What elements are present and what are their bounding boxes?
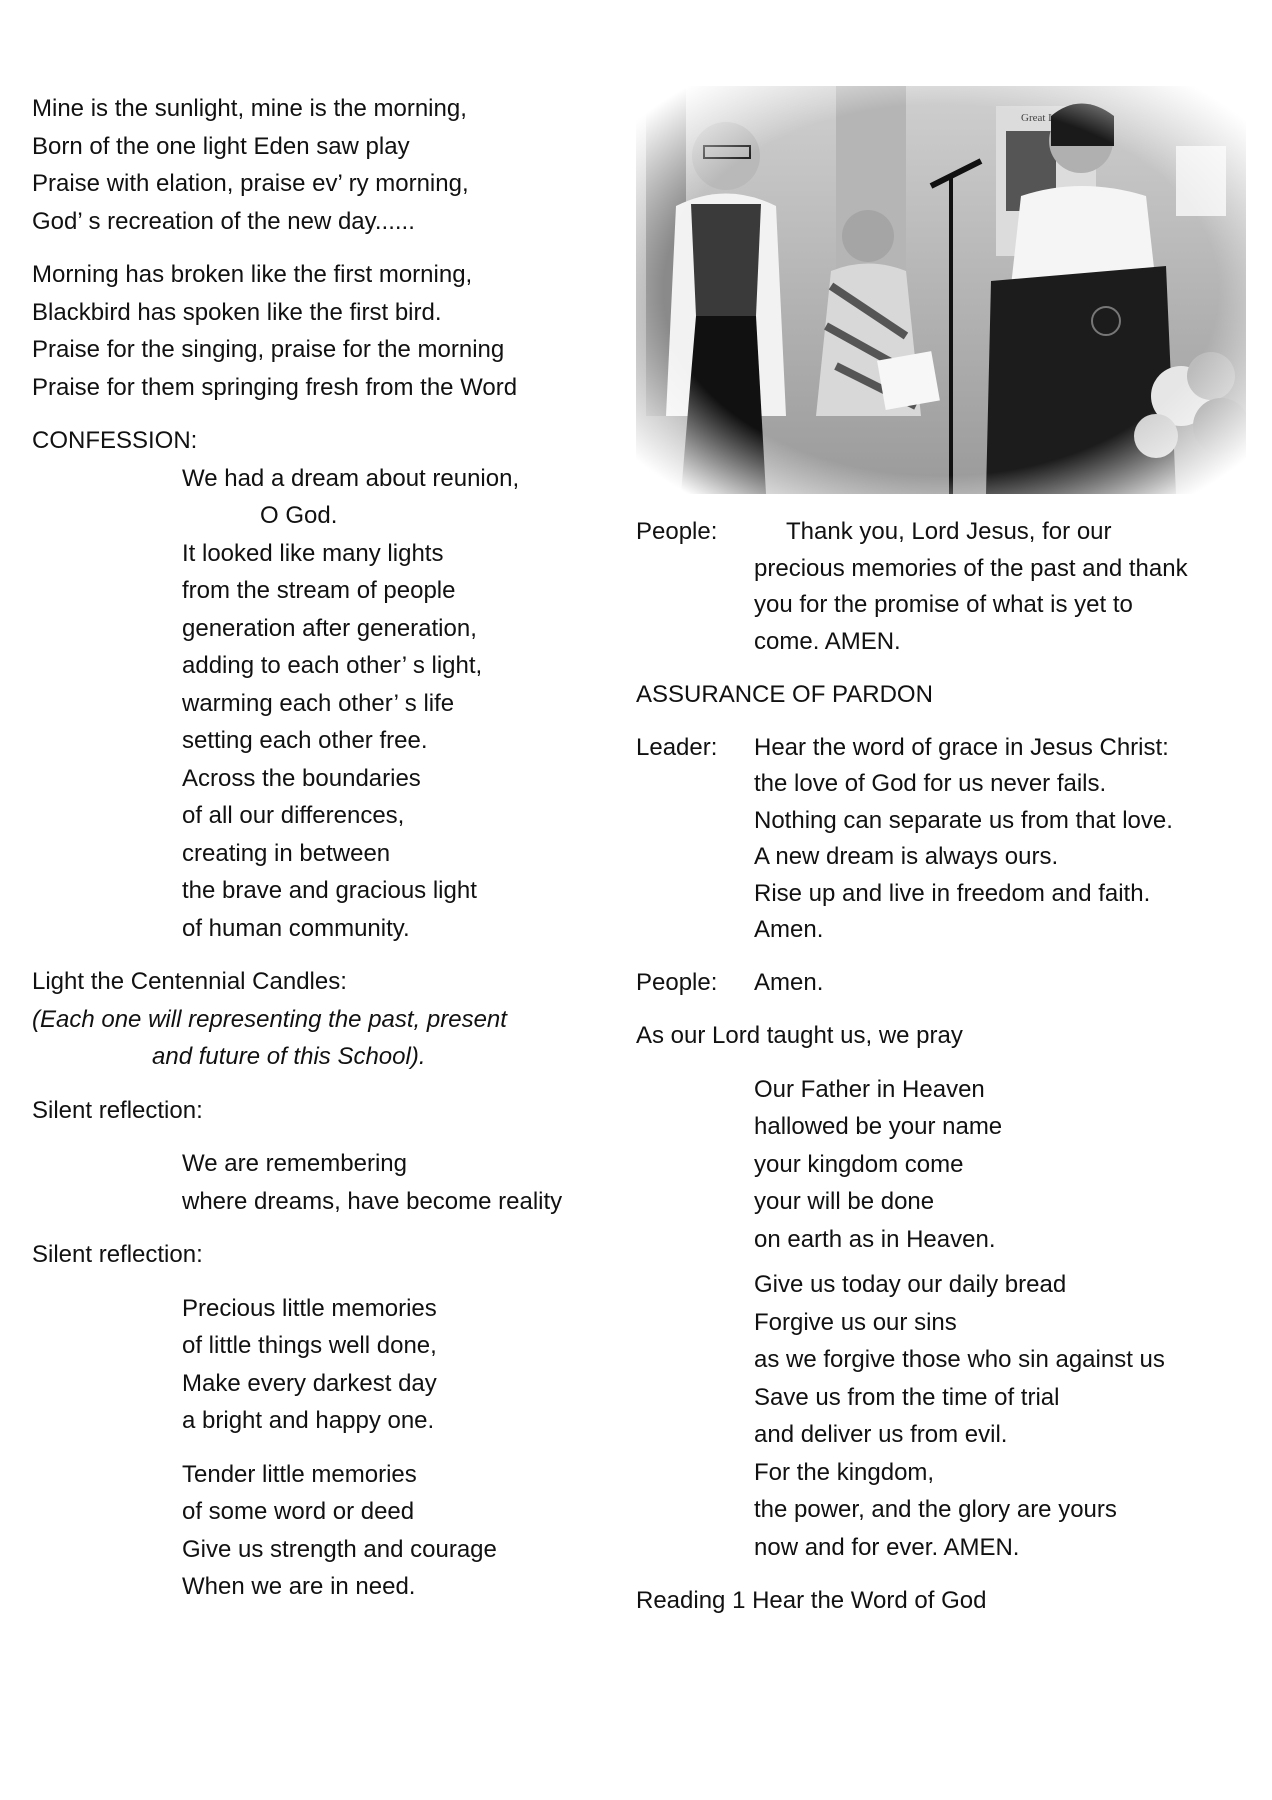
prayer-line: as we forgive those who sin against us bbox=[754, 1346, 1165, 1373]
confession-line: adding to each other’ s light, bbox=[182, 652, 483, 679]
memories-line: of some word or deed bbox=[182, 1498, 415, 1525]
confession-line: O God. bbox=[260, 502, 338, 529]
memories-line: Give us strength and courage bbox=[182, 1535, 497, 1563]
hymn-verse-1 bbox=[32, 90, 612, 240]
people-response-2 bbox=[636, 965, 1246, 1002]
leader-text bbox=[636, 730, 1246, 949]
silent-reflection-heading: Silent reflection: bbox=[32, 1241, 203, 1268]
prayer-line: hallowed be your name bbox=[754, 1113, 1003, 1140]
confession-line: warming each other’ s life bbox=[182, 689, 455, 717]
candles-heading: Light the Centennial Candles: bbox=[32, 968, 347, 995]
memories-line: Precious little memories bbox=[182, 1294, 437, 1322]
memories-line: of little things well done, bbox=[182, 1332, 437, 1359]
leader-line: Amen. bbox=[754, 916, 824, 943]
confession-line: creating in between bbox=[182, 839, 391, 867]
confession-line: setting each other free. bbox=[182, 727, 428, 754]
prayer-line: Our Father in Heaven bbox=[754, 1075, 985, 1103]
memories-line: Tender little memories bbox=[182, 1460, 417, 1488]
confession-line: Across the boundaries bbox=[182, 764, 421, 792]
left-column bbox=[32, 90, 612, 1606]
silent-reflection-heading: Silent reflection: bbox=[32, 1096, 203, 1124]
prayer-line: Forgive us our sins bbox=[754, 1308, 957, 1336]
reflection-line: We are remembering bbox=[182, 1150, 407, 1177]
reflection-line: where dreams, have become reality bbox=[182, 1187, 563, 1215]
hymn-line: Mine is the sunlight, mine is the morning, bbox=[32, 95, 467, 122]
reading-heading: Reading 1 Hear the Word of God bbox=[636, 1587, 987, 1614]
confession-text bbox=[32, 460, 612, 948]
hymn-line: Born of the one light Eden saw play bbox=[32, 132, 410, 160]
confession-line: generation after generation, bbox=[182, 614, 477, 642]
prayer-line: the power, and the glory are yours bbox=[754, 1496, 1117, 1523]
confession-line: the brave and gracious light bbox=[182, 877, 477, 904]
confession-heading: CONFESSION: bbox=[32, 427, 198, 454]
hymn-line: Blackbird has spoken like the first bird. bbox=[32, 298, 442, 326]
confession-line: It looked like many lights bbox=[182, 539, 444, 567]
prayer-line: your will be done bbox=[754, 1188, 935, 1215]
leader-label: Leader: bbox=[636, 733, 718, 761]
prayer-line: Give us today our daily bread bbox=[754, 1271, 1067, 1298]
hymn-verse-2 bbox=[32, 256, 612, 406]
candles-note: and future of this School). bbox=[152, 1043, 426, 1070]
memories-line: a bright and happy one. bbox=[182, 1407, 435, 1434]
leader-line: A new dream is always ours. bbox=[754, 843, 1059, 870]
prayer-intro: As our Lord taught us, we pray bbox=[636, 1022, 963, 1049]
hymn-line: Praise for the singing, praise for the morning bbox=[32, 336, 505, 363]
prayer-line: your kingdom come bbox=[754, 1150, 964, 1178]
leader-line: the love of God for us never fails. bbox=[754, 770, 1107, 797]
prayer-line: and deliver us from evil. bbox=[754, 1421, 1008, 1448]
prayer-line: For the kingdom, bbox=[754, 1458, 935, 1486]
lords-prayer-part-2 bbox=[636, 1266, 1246, 1566]
prayer-line: on earth as in Heaven. bbox=[754, 1225, 996, 1253]
people-label: People: bbox=[636, 968, 718, 996]
people-line: you for the promise of what is yet to bbox=[754, 591, 1133, 618]
leader-line: Hear the word of grace in Jesus Christ: bbox=[754, 733, 1169, 761]
hymn-line: God’ s recreation of the new day...... bbox=[32, 207, 415, 235]
people-line: Thank you, Lord Jesus, for our bbox=[786, 518, 1112, 545]
people-response-1 bbox=[636, 514, 1246, 660]
assurance-heading: ASSURANCE OF PARDON bbox=[636, 681, 933, 708]
confession-line: of human community. bbox=[182, 914, 410, 942]
leader-line: Nothing can separate us from that love. bbox=[754, 806, 1173, 834]
confession-line: from the stream of people bbox=[182, 577, 456, 604]
people-line: precious memories of the past and thank bbox=[754, 554, 1188, 582]
ceremony-photo bbox=[636, 86, 1246, 494]
confession-line: of all our differences, bbox=[182, 802, 405, 829]
people-label: People: bbox=[636, 518, 718, 545]
candles-note: (Each one will representing the past, present bbox=[32, 1005, 507, 1033]
hymn-line: Praise for them springing fresh from the Word bbox=[32, 373, 518, 401]
lords-prayer-part-1 bbox=[636, 1071, 1246, 1259]
memories-line: When we are in need. bbox=[182, 1573, 416, 1600]
leader-line: Rise up and live in freedom and faith. bbox=[754, 879, 1151, 907]
memories-line: Make every darkest day bbox=[182, 1369, 437, 1397]
hymn-line: Morning has broken like the first morning, bbox=[32, 261, 473, 288]
hymn-line: Praise with elation, praise ev’ ry morning, bbox=[32, 170, 469, 197]
confession-line: We had a dream about reunion, bbox=[182, 464, 520, 492]
memories-verse-1 bbox=[32, 1290, 612, 1440]
people-line: come. AMEN. bbox=[754, 627, 901, 655]
prayer-line: now and for ever. AMEN. bbox=[754, 1533, 1020, 1561]
prayer-line: Save us from the time of trial bbox=[754, 1383, 1060, 1411]
people-amen: Amen. bbox=[754, 968, 824, 996]
right-column bbox=[636, 86, 1246, 1620]
memories-verse-2 bbox=[32, 1456, 612, 1606]
